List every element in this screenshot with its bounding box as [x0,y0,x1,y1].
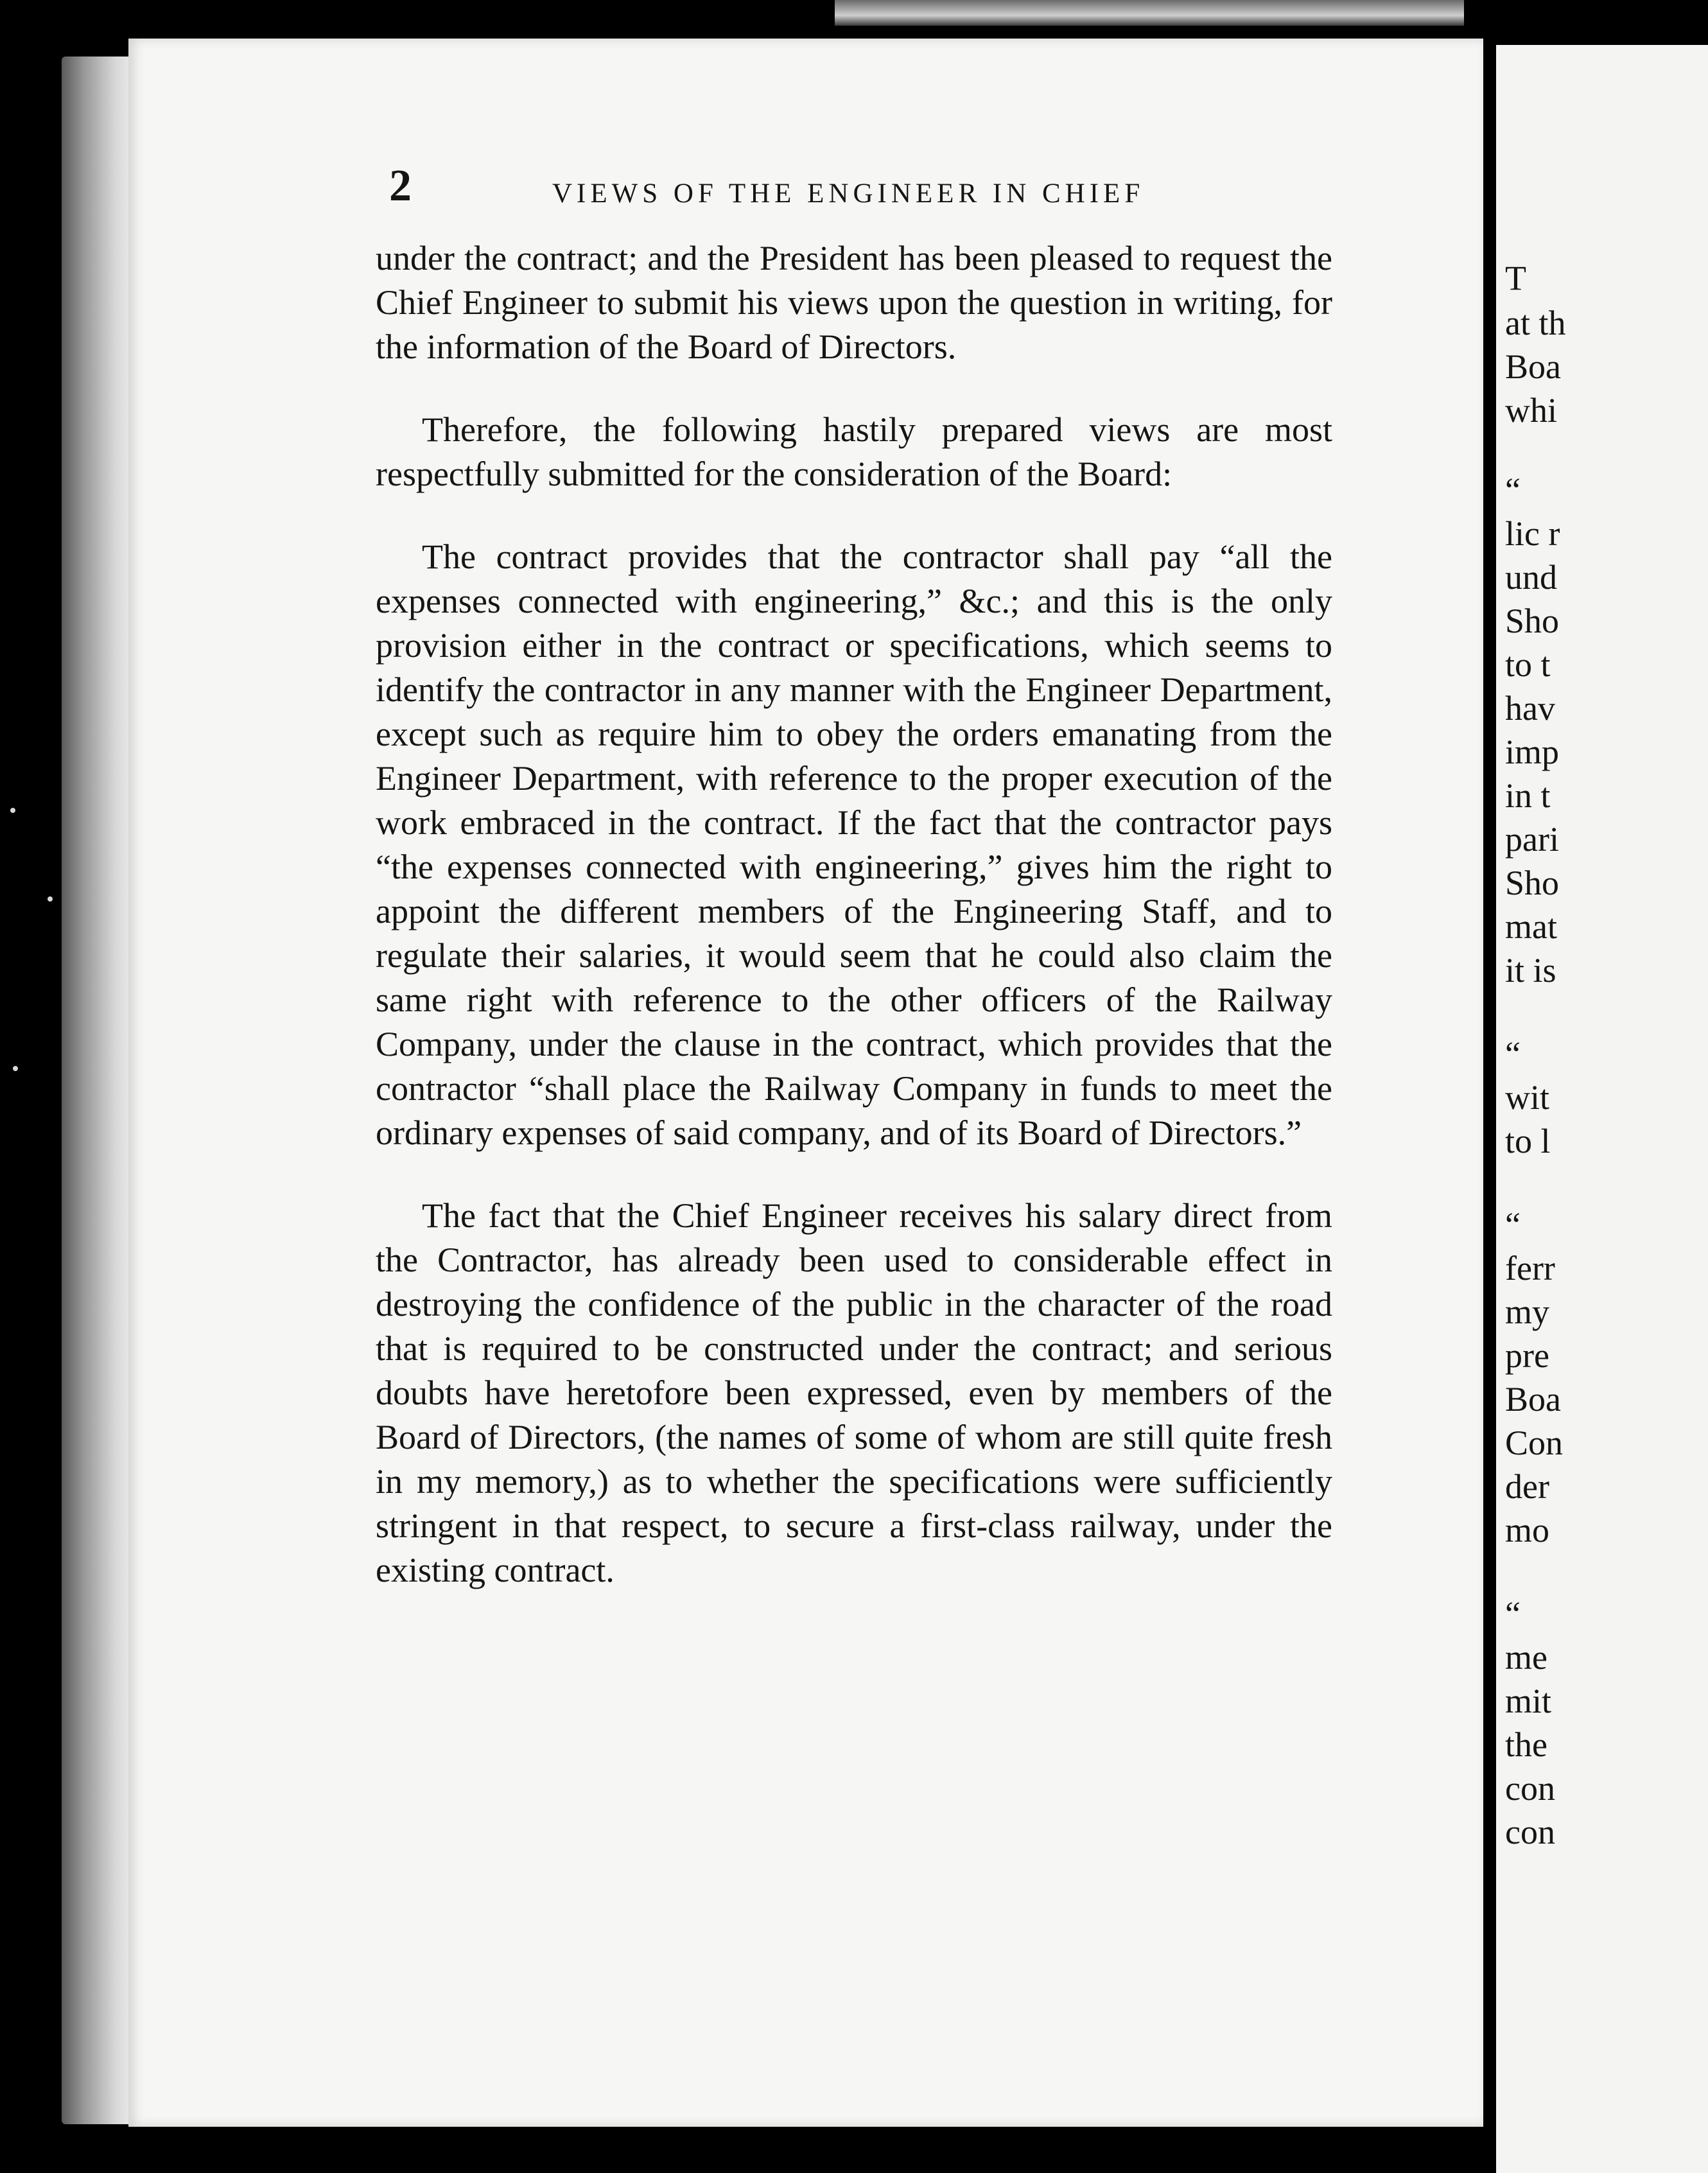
paragraph-2: Therefore, the following hastily prepared views are most respectfully submitted for the consideration of the Board: [376,410,1332,493]
facing-line: der [1505,1467,1549,1506]
facing-line: Con [1505,1424,1564,1462]
facing-line: to t [1505,645,1551,684]
speck [13,1066,18,1071]
facing-line: “ [1505,1594,1521,1633]
facing-line: T [1505,259,1526,297]
speck [10,808,15,813]
facing-line: in t [1505,776,1551,815]
facing-line: the [1505,1725,1547,1764]
facing-line: pre [1505,1336,1549,1375]
facing-line: “ [1505,471,1521,509]
facing-line: con [1505,1769,1555,1808]
facing-line: Sho [1505,864,1560,902]
facing-line: Boa [1505,1380,1561,1418]
page-curl-edge [62,57,139,2124]
facing-line: at th [1505,304,1566,342]
facing-line: con [1505,1813,1555,1851]
facing-line: “ [1505,1205,1521,1244]
facing-line: ferr [1505,1249,1555,1287]
facing-line: pari [1505,820,1559,859]
facing-line: whi [1505,391,1557,430]
facing-line: it is [1505,951,1556,990]
facing-line: wit [1505,1078,1550,1117]
page-number: 2 [389,161,412,211]
top-page-edge [835,0,1464,26]
facing-line: Boa [1505,347,1561,386]
facing-line: my [1505,1293,1550,1331]
facing-line: und [1505,558,1557,597]
facing-line: mit [1505,1682,1552,1720]
page-body [376,236,1332,1593]
speck [48,896,53,902]
paragraph-1: under the contract; and the President has been pleased to request the Chief Engineer to submit his views upon the question in writing, for the information of the Board of Directors. [376,239,1332,366]
facing-line: imp [1505,733,1560,771]
running-head: VIEWS OF THE ENGINEER IN CHIEF [552,179,1145,209]
facing-line: to l [1505,1122,1551,1160]
facing-page [1496,45,1708,2173]
facing-line: hav [1505,689,1555,728]
facing-line: mo [1505,1511,1550,1549]
facing-line: mat [1505,907,1557,946]
paragraph-3: The contract provides that the contractor shall pay “all the expenses connected with engineering,” &c.; and this is the only provision either in the contract or specifications, which seems to identify the contractor in any manner with the Engineer Department, except such as require him to obey the orders emanating from the Engineer Department, with reference to the proper execution of the work embraced in the contract. If the fact that the contractor pays “the expenses connected with engineering,” gives him the right to appoint the different members of the Engineering Staff, and to regulate their salaries, it would seem that he could also claim the same right with reference to the other officers of the Railway Company, under the clause in the contract, which provides that the contractor “shall place the Railway Company in funds to meet the ordinary expenses of said company, and of its Board of Directors.” [376,537,1332,1152]
paragraph-4: The fact that the Chief Engineer receives his salary direct from the Contractor, has already been used to considerable effect in destroying the confidence of the public in the character of the road that is required to be constructed under the contract; and serious doubts have heretofore been expressed, even by members of the Board of Directors, (the names of some of whom are still quite fresh in my memory,) as to whether the specifications were sufficiently stringent in that respect, to secure a first-class railway, under the existing contract. [376,1196,1332,1589]
facing-line: “ [1505,1034,1521,1073]
facing-line: me [1505,1638,1547,1677]
facing-line: Sho [1505,602,1560,640]
facing-line: lic r [1505,514,1560,553]
